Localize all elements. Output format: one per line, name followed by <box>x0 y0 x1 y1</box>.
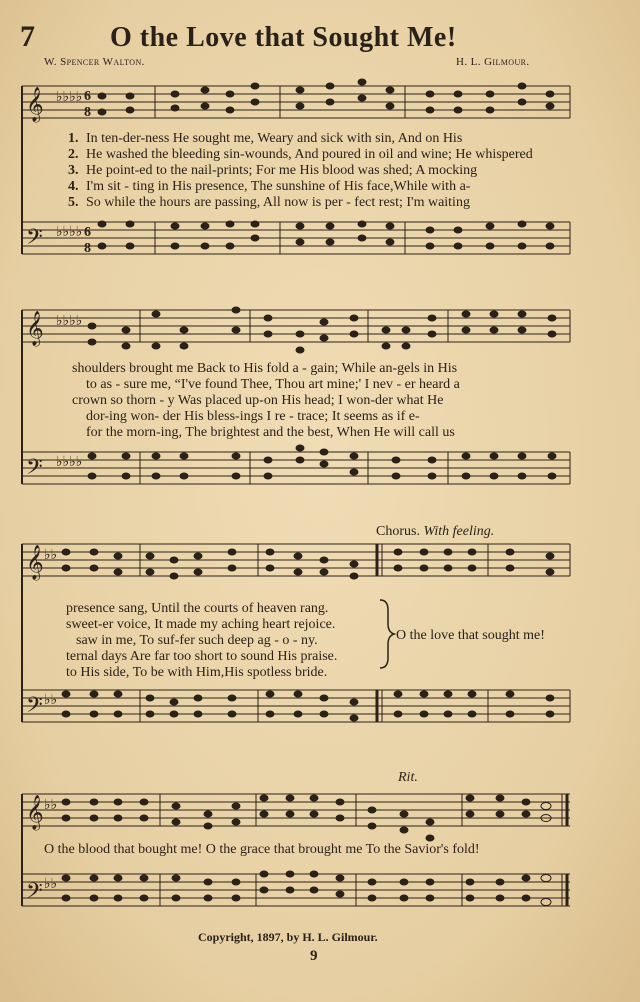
verse-3-line-2: crown so thorn - y Was placed up-on His head; I won-der what He <box>72 393 444 408</box>
svg-text:6: 6 <box>84 89 91 104</box>
svg-text:♭♭♭♭: ♭♭♭♭ <box>56 454 83 470</box>
hymn-title: O the Love that Sought Me! <box>110 22 457 53</box>
verse-4-line-2: dor-ing won- der His bless-ings I re - trace; It seems as if e- <box>86 409 420 424</box>
svg-text:𝄞: 𝄞 <box>26 87 44 122</box>
verse-2-line-2: to as - sure me, “I've found Thee, Thou art mine;' I nev - er heard a <box>86 377 460 392</box>
chorus-final-line: O the blood that bought me! O the grace that brought me To the Savior's fold! <box>44 842 480 857</box>
svg-text:𝄞: 𝄞 <box>26 545 44 580</box>
verse-3-line-3: saw in me, To suf-fer such deep ag - o - ny. <box>76 633 318 648</box>
verse-1-line-1: 1. In ten-der-ness He sought me, Weary and sick with sin, And on His <box>68 131 463 146</box>
verse-1-line-2: shoulders brought me Back to His fold a - gain; While an-gels in His <box>72 361 458 376</box>
verse-4-line-1: 4. I'm sit - ting in His presence, The sunshine of His face,While with a- <box>68 179 471 194</box>
svg-text:♭♭: ♭♭ <box>44 876 58 892</box>
svg-text:8: 8 <box>84 241 91 256</box>
svg-text:♭♭♭♭: ♭♭♭♭ <box>56 224 83 240</box>
copyright-notice: Copyright, 1897, by H. L. Gilmour. <box>198 930 378 944</box>
hymn-number: 7 <box>20 20 35 53</box>
svg-text:𝄢: 𝄢 <box>26 225 43 255</box>
verse-5-line-2: for the morn-ing, The brightest and the best, When He will call us <box>86 425 455 440</box>
verse-4-line-3: ternal days Are far too short to sound His praise. <box>66 649 338 664</box>
verse-5-line-3: to His side, To be with Him,His spotless bride. <box>66 665 328 680</box>
svg-text:♭♭♭♭: ♭♭♭♭ <box>56 89 83 105</box>
chorus-label: Chorus. With feeling. <box>376 524 495 539</box>
tempo-mark: Rit. <box>398 770 418 785</box>
verse-1-line-3: presence sang, Until the courts of heaven rang. <box>66 601 329 616</box>
verse-5-line-1: 5. So while the hours are passing, All now is per - fect rest; I'm waiting <box>68 195 470 210</box>
chorus-refrain: O the love that sought me! <box>396 628 545 643</box>
verse-2-line-1: 2. He washed the bleeding sin-wounds, And poured in oil and wine; He whispered <box>68 147 533 162</box>
svg-text:♭♭: ♭♭ <box>44 547 58 563</box>
svg-text:8: 8 <box>84 105 91 120</box>
svg-text:6: 6 <box>84 225 91 240</box>
verse-3-line-1: 3. He point-ed to the nail-prints; For me His blood was shed; A mocking <box>68 163 478 178</box>
composer-credit: H. L. Gilmour. <box>456 56 530 68</box>
verse-2-line-3: sweet-er voice, It made my aching heart rejoice. <box>66 617 336 632</box>
page-number: 9 <box>310 948 318 964</box>
svg-text:♭♭♭♭: ♭♭♭♭ <box>56 313 83 329</box>
svg-text:♭♭: ♭♭ <box>44 797 58 813</box>
svg-text:♭♭: ♭♭ <box>44 692 58 708</box>
svg-text:𝄢: 𝄢 <box>26 455 43 485</box>
svg-text:𝄞: 𝄞 <box>26 311 44 346</box>
lyricist-credit: W. Spencer Walton. <box>44 56 145 68</box>
svg-text:𝄢: 𝄢 <box>26 879 43 909</box>
svg-text:𝄢: 𝄢 <box>26 693 43 723</box>
svg-text:𝄞: 𝄞 <box>26 795 44 830</box>
